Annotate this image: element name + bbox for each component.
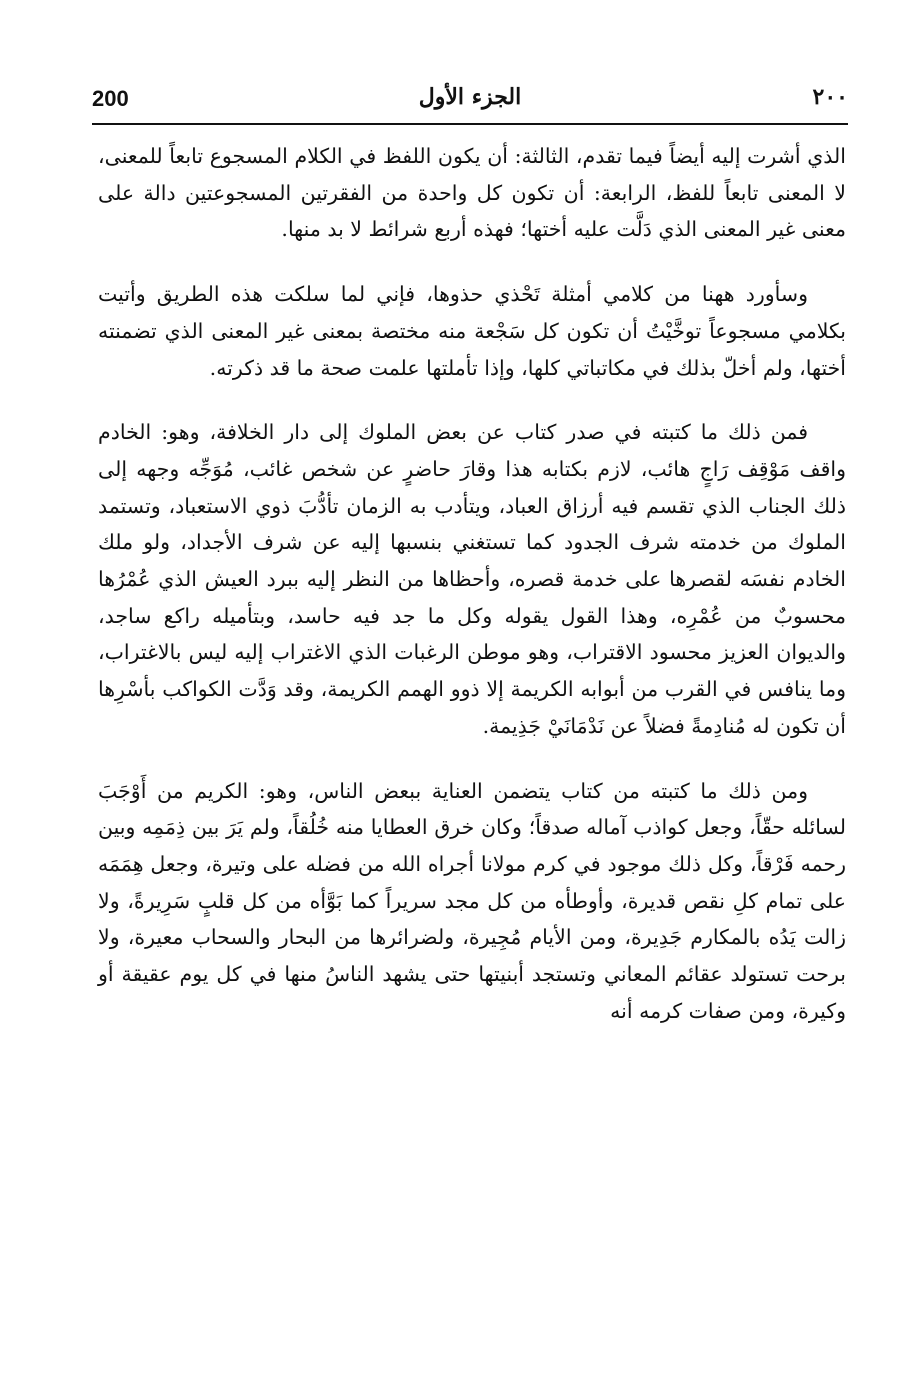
body-text (98, 138, 846, 1029)
page-header (92, 82, 848, 122)
page-number-arabic: ٢٠٠ (812, 84, 848, 110)
paragraph: الذي أشرت إليه أيضاً فيما تقدم، الثالثة: أن يكون اللفظ في الكلام المسجوع تابعاً للمعنى، لا المعنى تابعاً للفظ، الرابعة: أن تكون كل واحدة من الفقرتين المسجوعتين دالة على معنى غير المعنى الذي دَلَّت عليه أختها؛ فهذه أربع شرائط لا بد منها. (98, 144, 846, 242)
running-title: الجزء الأول (418, 84, 522, 110)
paragraph: ومن ذلك ما كتبته من كتاب يتضمن العناية ببعض الناس، وهو: الكريم من أَوْجَبَ لسائله حقّاً، وجعل كواذب آماله صدقاً؛ وكان خرق العطايا منه خُلُقاً، ولم يَرَ بين ذِمَمِه وبين رحمه فَرْقاً، وكل ذلك موجود في كرم مولانا أجراه الله من فضله على وتيرة، وجعل هِمَمَه على تمام كلِ نقص قديرة، وأوطأه من كل مجد سريراً كما بَوَّأه من كل قلبٍ سَرِيرةً، ولا زالت يَدُه بالمكارم جَدِيرة، ومن الأيام مُجِيرة، ولضرائرها من البحار والسحاب معيرة، ولا برحت تستولد عقائم المعاني وتستجد أبنيتها حتى يشهد الناسُ منها في كل يوم عقيقة أو وكيرة، ومن صفات كرمه أنه (98, 778, 846, 1023)
paragraph: وسأورد ههنا من كلامي أمثلة تَحْذي حذوها، فإني لما سلكت هذه الطريق وأتيت بكلامي مسجوعاً توخَّيْتُ أن تكون كل سَجْعة منه مختصة بمعنى غير المعنى الذي تضمنته أختها، ولم أخلّ بذلك في مكاتباتي كلها، وإذا تأملتها علمت صحة ما قد ذكرته. (98, 282, 846, 380)
paragraph: فمن ذلك ما كتبته في صدر كتاب عن بعض الملوك إلى دار الخلافة، وهو: الخادم واقف مَوْقِف رَاجٍ هائب، لازم بكتابه هذا وقارَ حاضرٍ عن شخص غائب، مُوَجِّه وجهه إلى ذلك الجناب الذي تقسم فيه أرزاق العباد، ويتأدب به الزمان تأدُّبَ ذوي الاستعباد، وتستمد الملوك من خدمته شرف الجدود كما تستغني بنسبها إليه عن شرف الأجداد، ولو ملك الخادم نفسَه لقصرها على خدمة قصره، وأحظاها من النظر إليه ببرد العيش الذي عُمْرُها محسوبٌ من عُمْرِه، وهذا القول يقوله وكل ما جد فيه حاسد، وبتأميله راكع ساجد، والديوان العزيز محسود الاقتراب، وهو موطن الرغبات الذي الاغتراب إليه ليس بالاغتراب، وما ينافس في القرب من أبوابه الكريمة إلا ذوو الهمم الكريمة، وقد وَدَّت الكواكب بأسْرِها أن تكون له مُنادِمةً فضلاً عن نَدْمَانَيْ جَذِيمة. (98, 420, 846, 738)
header-rule (92, 123, 848, 125)
page-number-latin: 200 (92, 86, 129, 111)
